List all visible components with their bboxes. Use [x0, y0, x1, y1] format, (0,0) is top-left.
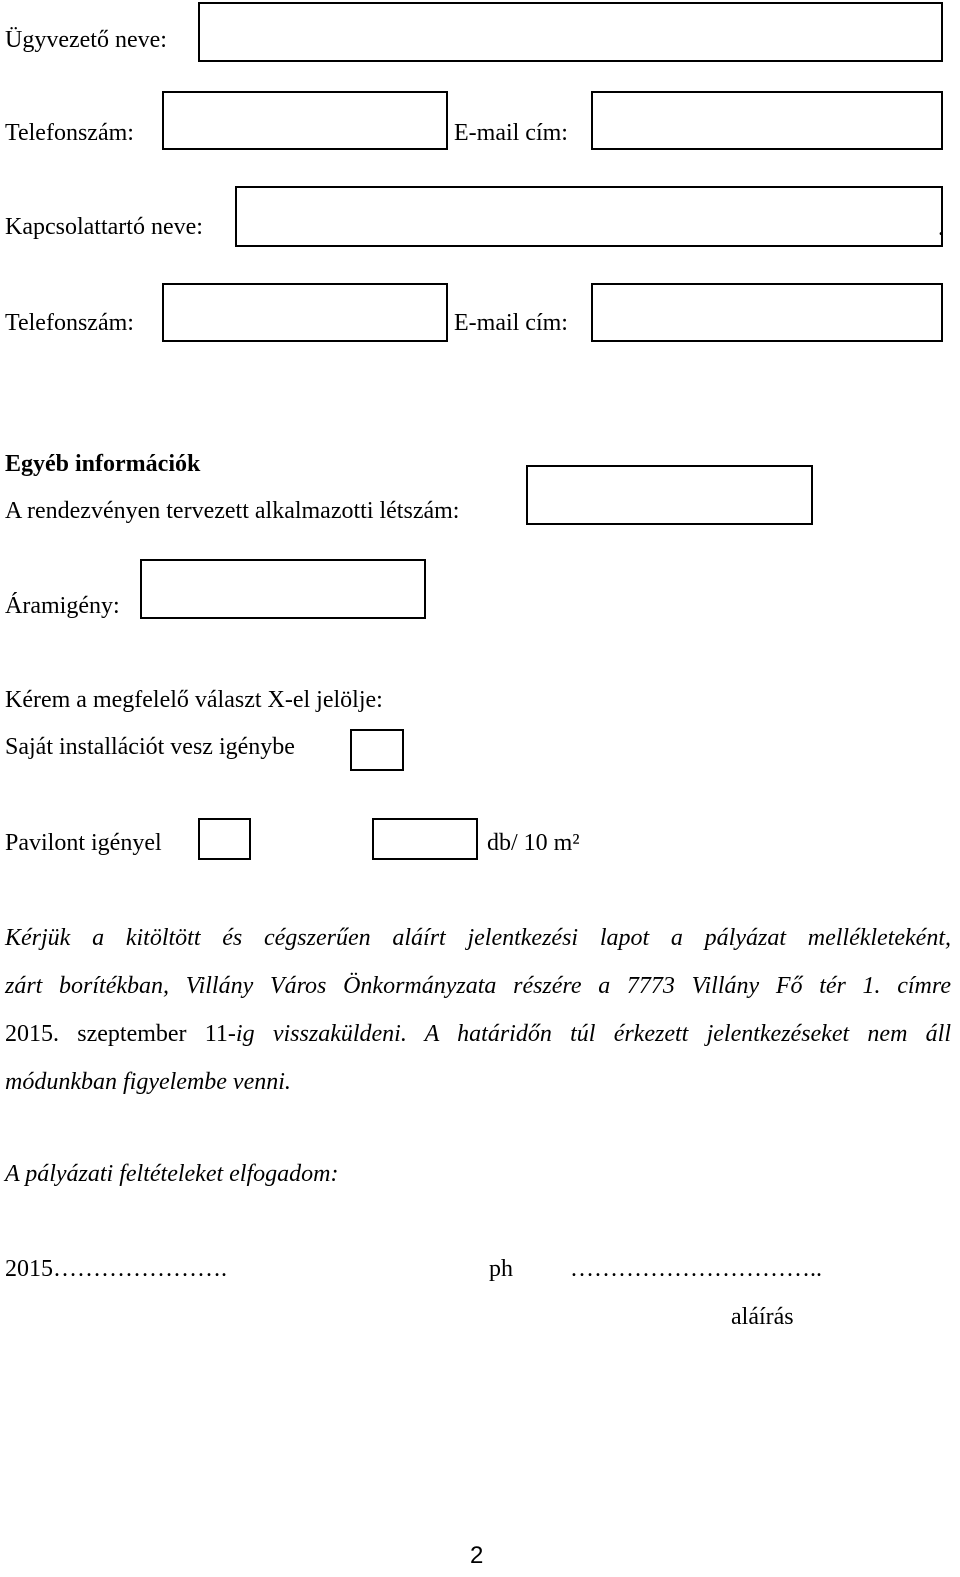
- notice-line-4: módunkban figyelembe venni.: [5, 1069, 291, 1095]
- email-field[interactable]: [591, 91, 943, 150]
- stamp-ph: ph: [489, 1256, 513, 1282]
- other-info-heading: Egyéb információk: [5, 451, 201, 477]
- staff-count-label: A rendezvényen tervezett alkalmazotti létszám:: [5, 498, 460, 524]
- notice-deadline-date: 2015. szeptember 11-: [5, 1021, 236, 1047]
- acceptance-statement: A pályázati feltételeket elfogadom:: [5, 1161, 339, 1187]
- phone-label: Telefonszám:: [5, 120, 134, 146]
- submission-notice: [5, 914, 951, 1106]
- staff-count-field[interactable]: [526, 465, 813, 525]
- power-field[interactable]: [140, 559, 426, 619]
- phone2-field[interactable]: [162, 283, 448, 342]
- contact-person-field[interactable]: [235, 186, 943, 247]
- notice-line-1: Kérjük a kitöltött és cégszerűen aláírt jelentkezési lapot a pályázat mellékleteként,: [5, 925, 951, 951]
- own-installation-label: Saját installációt vesz igénybe: [5, 734, 295, 760]
- notice-line-3-rest: ig visszaküldeni. A határidőn túl érkezett jelentkezéseket nem áll: [235, 1021, 952, 1047]
- mark-instruction: Kérem a megfelelő választ X-el jelölje:: [5, 687, 383, 713]
- power-label: Áramigény:: [5, 593, 120, 619]
- notice-line-3: [5, 1010, 951, 1058]
- pavilion-unit: db/ 10 m²: [487, 830, 580, 856]
- pavilion-checkbox[interactable]: [198, 818, 251, 860]
- pavilion-quantity-field[interactable]: [372, 818, 478, 860]
- phone2-label: Telefonszám:: [5, 310, 134, 336]
- signature-label: aláírás: [731, 1304, 794, 1330]
- email2-label: E-mail cím:: [454, 310, 568, 336]
- email-label: E-mail cím:: [454, 120, 568, 146]
- signature-line: …………………………..: [570, 1256, 822, 1282]
- contact-person-label: Kapcsolattartó neve:: [5, 214, 203, 240]
- phone-field[interactable]: [162, 91, 448, 150]
- notice-line-2: zárt borítékban, Villány Város Önkormányzata részére a 7773 Villány Fő tér 1. címre: [5, 973, 951, 999]
- contact-person-dot: .: [938, 215, 944, 241]
- page-number: 2: [470, 1542, 484, 1569]
- email2-field[interactable]: [591, 283, 943, 342]
- manager-name-label: Ügyvezető neve:: [5, 27, 167, 53]
- own-installation-checkbox[interactable]: [350, 729, 404, 771]
- signature-date: 2015………………….: [5, 1256, 227, 1282]
- manager-name-field[interactable]: [198, 2, 943, 62]
- pavilion-label: Pavilont igényel: [5, 830, 162, 856]
